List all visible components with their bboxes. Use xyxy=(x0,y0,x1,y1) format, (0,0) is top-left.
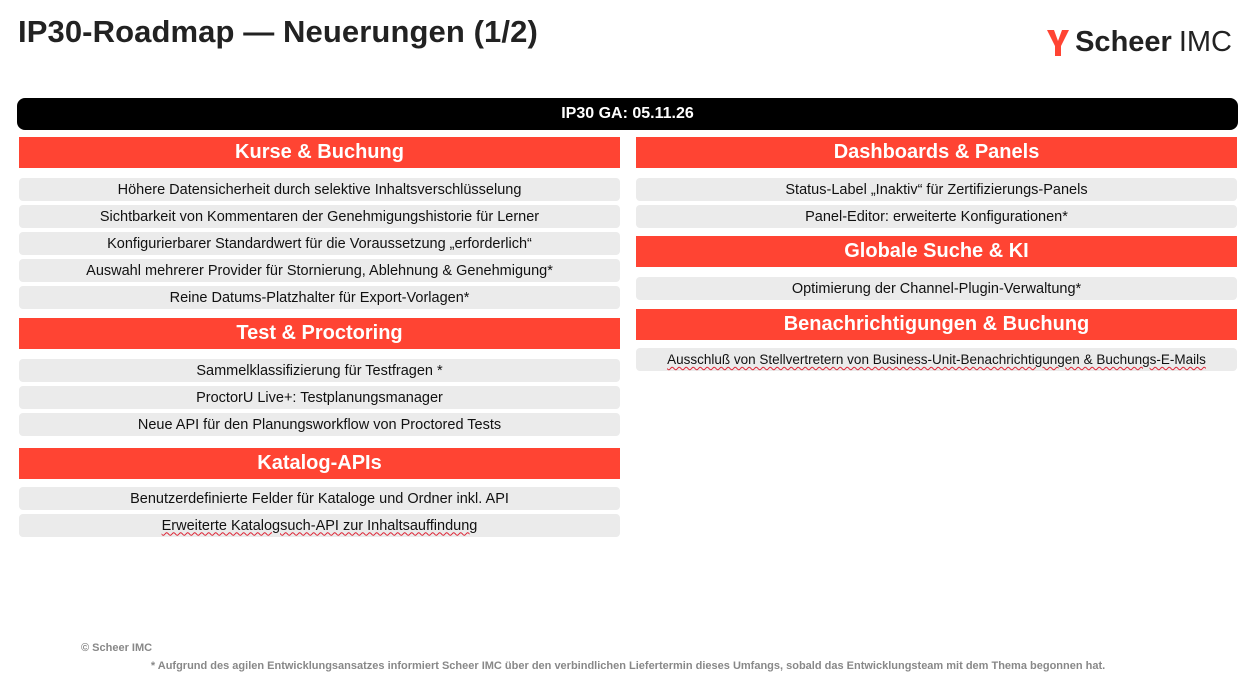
roadmap-item: Höhere Datensicherheit durch selektive Inhaltsverschlüsselung xyxy=(19,178,620,201)
scheer-logo-icon xyxy=(1047,30,1069,56)
footnote: * Aufgrund des agilen Entwicklungsansatzes informiert Scheer IMC über den verbindlichen Liefertermin dieses Umfangs, sobald das Entwicklungsteam mit dem Thema begonnen hat. xyxy=(150,660,1106,672)
roadmap-item: Auswahl mehrerer Provider für Stornierung, Ablehnung & Genehmigung* xyxy=(19,259,620,282)
roadmap-item: Reine Datums-Platzhalter für Export-Vorlagen* xyxy=(19,286,620,309)
roadmap-item: Sichtbarkeit von Kommentaren der Genehmigungshistorie für Lerner xyxy=(19,205,620,228)
section-dashboards-panels xyxy=(636,137,1237,228)
roadmap-item: Sammelklassifizierung für Testfragen * xyxy=(19,359,620,382)
section-kurse-buchung xyxy=(19,137,620,309)
roadmap-item: Benutzerdefinierte Felder für Kataloge und Ordner inkl. API xyxy=(19,487,620,510)
section-header: Test & Proctoring xyxy=(19,318,620,349)
section-header: Kurse & Buchung xyxy=(19,137,620,168)
section-test-proctoring xyxy=(19,318,620,436)
section-globale-suche-ki xyxy=(636,236,1237,300)
roadmap-item: Optimierung der Channel-Plugin-Verwaltung* xyxy=(636,277,1237,300)
section-header: Katalog-APIs xyxy=(19,448,620,479)
section-header: Dashboards & Panels xyxy=(636,137,1237,168)
ga-date-banner: IP30 GA: 05.11.26 xyxy=(17,98,1238,130)
roadmap-item: Panel-Editor: erweiterte Konfigurationen* xyxy=(636,205,1237,228)
section-katalog-apis xyxy=(19,448,620,537)
section-benachrichtigungen-buchung xyxy=(636,309,1237,371)
brand-logo xyxy=(1047,26,1232,59)
left-column xyxy=(19,137,620,537)
right-column xyxy=(636,137,1237,371)
section-header: Globale Suche & KI xyxy=(636,236,1237,267)
section-header: Benachrichtigungen & Buchung xyxy=(636,309,1237,340)
roadmap-item: Status-Label „Inaktiv“ für Zertifizierungs-Panels xyxy=(636,178,1237,201)
roadmap-item: ProctorU Live+: Testplanungsmanager xyxy=(19,386,620,409)
roadmap-item: Konfigurierbarer Standardwert für die Voraussetzung „erforderlich“ xyxy=(19,232,620,255)
roadmap-item: Erweiterte Katalogsuch-API zur Inhaltsauffindung xyxy=(19,514,620,537)
logo-text-imc: IMC xyxy=(1178,26,1232,58)
page-title: IP30-Roadmap — Neuerungen (1/2) xyxy=(18,14,538,49)
copyright: © Scheer IMC xyxy=(81,642,153,654)
logo-text-scheer: Scheer xyxy=(1075,26,1172,58)
roadmap-item: Neue API für den Planungsworkflow von Proctored Tests xyxy=(19,413,620,436)
roadmap-item: Ausschluß von Stellvertretern von Business-Unit-Benachrichtigungen & Buchungs-E-Mails xyxy=(636,348,1237,371)
